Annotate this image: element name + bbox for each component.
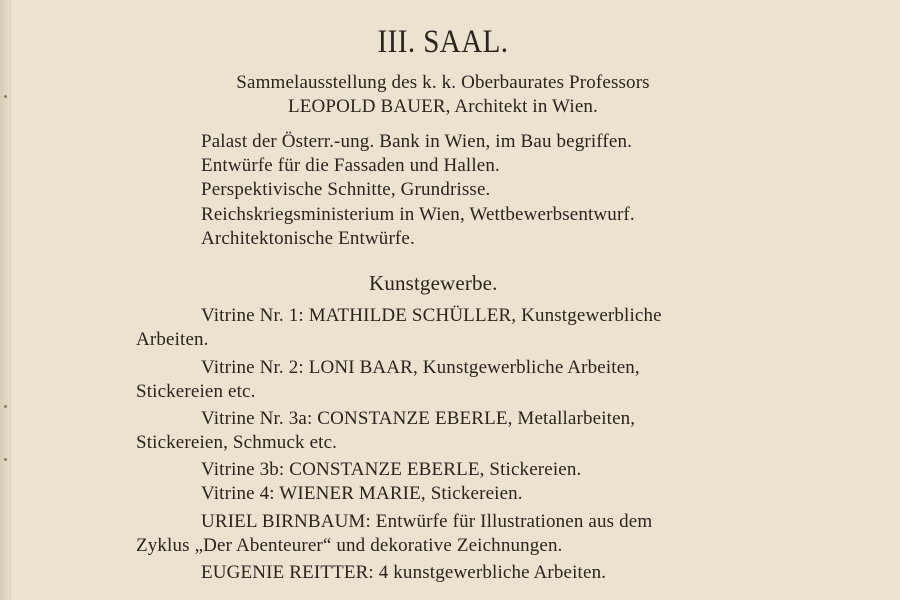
entry-line-continuation: Stickereien, Schmuck etc. (136, 432, 338, 453)
work-item: Entwürfe für die Fassaden und Hallen. (201, 155, 500, 176)
intro-line-2: LEOPOLD BAUER, Architekt in Wien. (288, 96, 598, 117)
entry-line-continuation: Stickereien etc. (136, 381, 256, 402)
entry-line-continuation: Arbeiten. (136, 329, 209, 350)
work-item: Reichskriegsministerium in Wien, Wettbewerbsentwurf. (201, 204, 635, 225)
section-title: III. SAAL. (377, 24, 509, 60)
work-item: Architektonische Entwürfe. (201, 228, 415, 249)
entry-line: Vitrine Nr. 2: LONI BAAR, Kunstgewerbliche Arbeiten, (201, 357, 640, 378)
entry-line: Vitrine 4: WIENER MARIE, Stickereien. (201, 483, 523, 504)
entry-line: EUGENIE REITTER: 4 kunstgewerbliche Arbeiten. (201, 562, 607, 583)
intro-line-1: Sammelausstellung des k. k. Oberbaurates Professors (236, 72, 650, 93)
work-item: Palast der Österr.-ung. Bank in Wien, im Bau begriffen. (201, 131, 633, 152)
entry-line: URIEL BIRNBAUM: Entwürfe für Illustrationen aus dem (201, 511, 653, 532)
entry-line: Vitrine Nr. 1: MATHILDE SCHÜLLER, Kunstgewerbliche (201, 305, 662, 326)
entry-line-continuation: Zyklus „Der Abenteurer“ und dekorative Zeichnungen. (136, 535, 563, 556)
subheading-kunstgewerbe: Kunstgewerbe. (369, 271, 498, 295)
work-item: Perspektivische Schnitte, Grundrisse. (201, 179, 491, 200)
entry-line: Vitrine 3b: CONSTANZE EBERLE, Stickereien. (201, 459, 582, 480)
entry-line: Vitrine Nr. 3a: CONSTANZE EBERLE, Metallarbeiten, (201, 408, 636, 429)
